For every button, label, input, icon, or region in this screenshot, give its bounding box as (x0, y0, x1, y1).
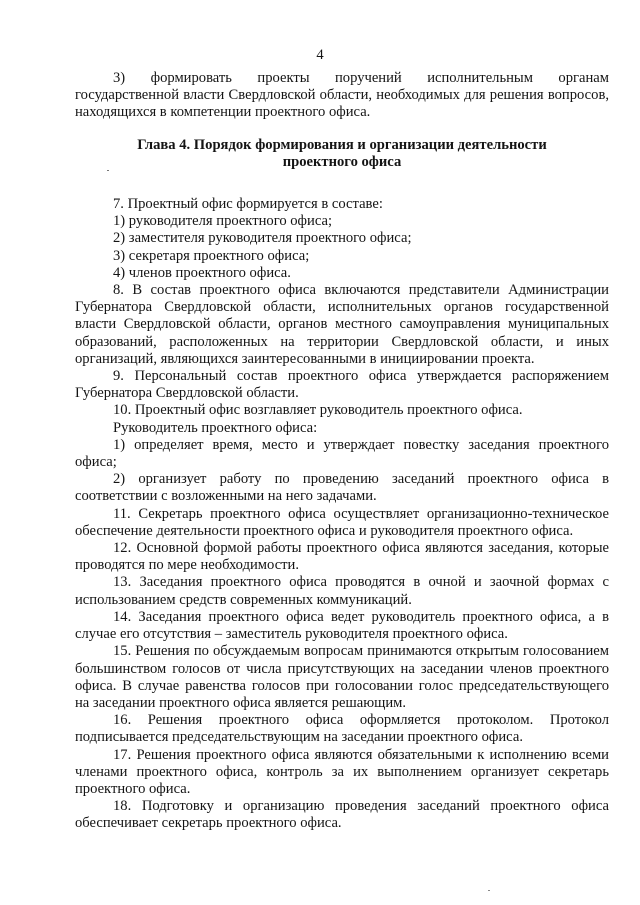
clause-7: 7. Проектный офис формируется в составе: (113, 196, 383, 213)
scan-speck (488, 890, 490, 891)
clause-18: 18. Подготовку и организацию проведения заседаний проектного офиса обеспечивает секретарь проектного офиса. (75, 798, 609, 832)
clause-16: 16. Решения проектного офиса оформляется протоколом. Протокол подписывается председательствующим на заседании проектного офиса. (75, 712, 609, 746)
page-number: 4 (316, 47, 324, 63)
clause-15: 15. Решения по обсуждаемым вопросам принимаются открытым голосованием большинством голосов от числа присутствующих на заседании членов проектного офиса. В случае равенства голосов при голосовании голос председательствующего на заседании проектного офиса является решающим. (75, 643, 609, 711)
clause-7-item-1: 1) руководителя проектного офиса; (113, 213, 333, 230)
clause-9: 9. Персональный состав проектного офиса утверждается распоряжением Губернатора Свердловской области. (75, 368, 609, 402)
clause-12: 12. Основной формой работы проектного офиса являются заседания, которые проводятся по мере необходимости. (75, 540, 609, 574)
clause-13: 13. Заседания проектного офиса проводятся в очной и заочной формах с использованием средств современных коммуникаций. (75, 574, 609, 608)
clause-10-lead: Руководитель проектного офиса: (113, 419, 318, 436)
chapter-heading-line-2: проектного офиса (282, 153, 402, 170)
document-body (75, 70, 609, 833)
clause-7-item-2: 2) заместителя руководителя проектного офиса; (113, 230, 412, 247)
intro-first-line: 3) формировать проекты поручений исполнительным органам (113, 70, 609, 86)
clause-7-item-3: 3) секретаря проектного офиса; (113, 247, 310, 264)
clause-8: 8. В состав проектного офиса включаются представители Администрации Губернатора Свердловской области, исполнительных органов государственной власти Свердловской области, органов местного самоуправления муниципальных образований, расположенных на территории Свердловской области, и иных организаций, являющихся заинтересованными в инициировании проекта. (75, 282, 609, 367)
intro-continuation: государственной власти Свердловской области, необходимых для решения вопросов, находящихся в компетенции проектного офиса. (75, 87, 609, 121)
clause-10: 10. Проектный офис возглавляет руководитель проектного офиса. (113, 402, 523, 419)
clause-11: 11. Секретарь проектного офиса осуществляет организационно-техническое обеспечение деятельности проектного офиса и руководителя проектного офиса. (75, 505, 609, 539)
clause-10-item-2: 2) организует работу по проведению заседаний проектного офиса в соответствии с возложенными на него задачами. (75, 471, 609, 505)
clause-10-item-1: 1) определяет время, место и утверждает повестку заседания проектного офиса; (75, 436, 609, 471)
clause-7-item-4: 4) членов проектного офиса. (113, 264, 291, 281)
heading-spacer (75, 171, 609, 196)
scan-speck (107, 170, 109, 171)
clause-17: 17. Решения проектного офиса являются обязательными к исполнению всеми членами проектного офиса, контроль за их выполнением организует секретарь проектного офиса. (75, 746, 609, 797)
chapter-heading-line-1: Глава 4. Порядок формирования и организации деятельности (137, 136, 547, 153)
clause-14: 14. Заседания проектного офиса ведет руководитель проектного офиса, а в случае его отсутствия – заместитель руководителя проектного офиса. (75, 608, 609, 643)
